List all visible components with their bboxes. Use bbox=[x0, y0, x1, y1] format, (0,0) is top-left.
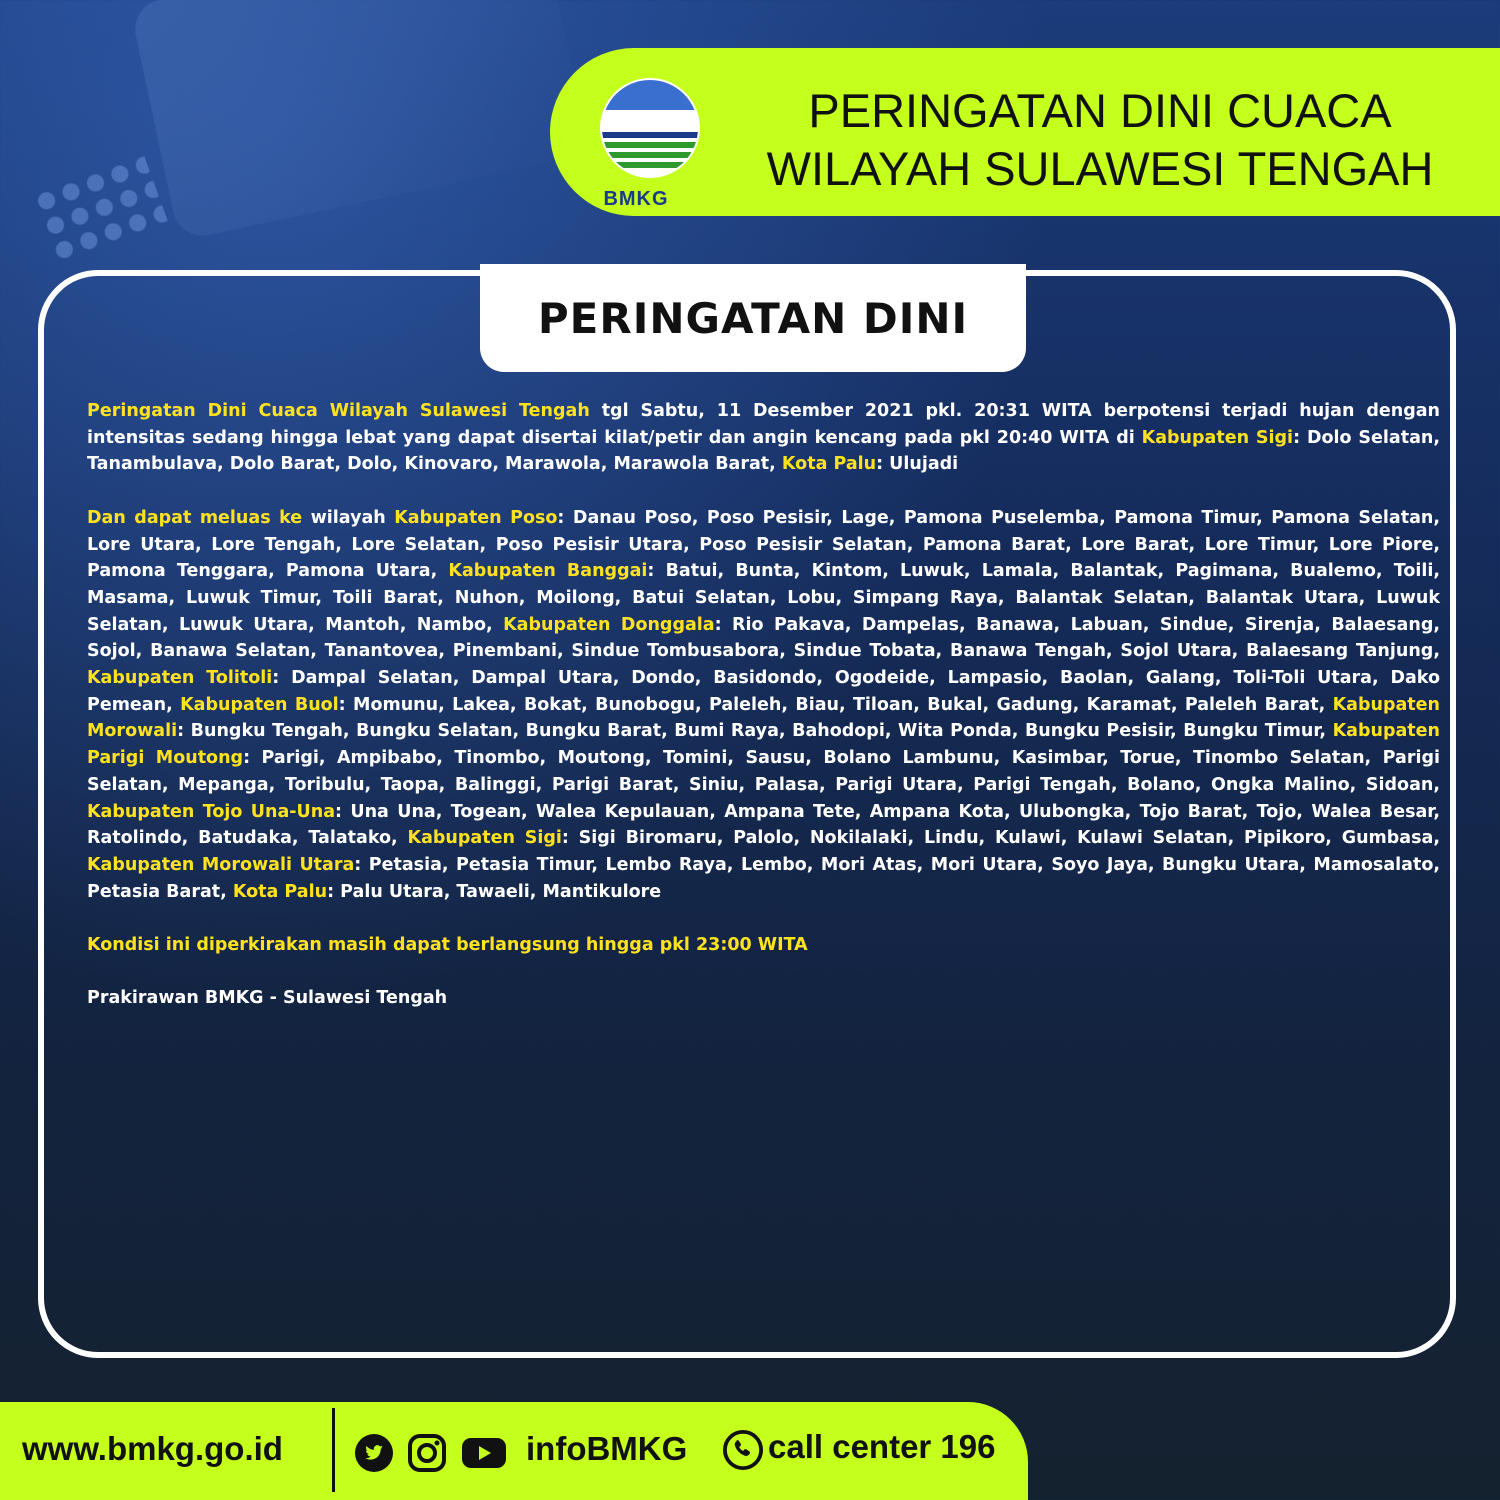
body-text: : Momunu, Lakea, Bokat, Bunobogu, Paleleh, Biau, Tiloan, Bukal, Gadung, Karamat, Paleleh Barat, bbox=[338, 694, 1333, 715]
body-text: : Dampal Selatan, Dampal Utara, Dondo, Basidondo, Ogodeide, Lampasio, Baolan, Galang, Toli-Toli Utara, Dako Pemean, bbox=[87, 668, 1440, 715]
body-text: : Petasia, Petasia Timur, Lembo Raya, Lembo, Mori Atas, Mori Utara, Soyo Jaya, Bungku Utara, Mamosalato, Petasia Barat, bbox=[87, 854, 1440, 902]
highlight-text: Kabupaten Banggai bbox=[448, 561, 648, 582]
highlight-text: Kota Palu bbox=[781, 454, 877, 475]
phone-icon bbox=[722, 1430, 764, 1470]
body-text: : Sigi Biromaru, Palolo, Nokilalaki, Lindu, Kulawi, Kulawi Selatan, Pipikoro, Gumbasa, bbox=[561, 828, 1440, 849]
forecaster-signature: Prakirawan BMKG - Sulawesi Tengah bbox=[87, 988, 448, 1009]
warning-paragraph-1 bbox=[87, 398, 1440, 478]
highlight-text: Kabupaten Tolitoli bbox=[87, 668, 273, 689]
footer-bar bbox=[0, 1402, 1028, 1500]
body-text: : Bungku Tengah, Bungku Selatan, Bungku Barat, Bumi Raya, Bahodopi, Wita Ponda, Bungku Pesisir, Bungku Timur, bbox=[177, 721, 1333, 742]
warning-content bbox=[87, 398, 1440, 1039]
body-text: : Ulujadi bbox=[876, 454, 959, 475]
body-text: : Una Una, Togean, Walea Kepulauan, Ampana Tete, Ampana Kota, Ulubongka, Tojo Barat, Tojo, Walea Besar, Ratolindo, Batudaka, Talatako, bbox=[87, 801, 1441, 849]
body-text: : Rio Pakava, Dampelas, Banawa, Labuan, Sindue, Sirenja, Balaesang, Sojol, Banawa Selatan, Tanantovea, Pinembani, Sindue Tombusabora, Sindue Tobata, Banawa Tengah, Sojol Utara, Balaesang Tanjung, bbox=[87, 614, 1440, 662]
header-banner bbox=[550, 48, 1500, 216]
highlight-text: Kabupaten Morowali Utara bbox=[87, 854, 355, 875]
social-handle[interactable]: infoBMKG bbox=[526, 1430, 688, 1467]
call-center-text[interactable]: call center 196 bbox=[768, 1428, 996, 1465]
highlight-text: Kabupaten Poso bbox=[394, 507, 558, 528]
highlight-text: Kabupaten Parigi Moutong bbox=[87, 721, 1440, 769]
highlight-text: Kabupaten Buol bbox=[180, 694, 339, 715]
body-text: : Palu Utara, Tawaeli, Mantikulore bbox=[327, 881, 662, 902]
body-text: : Dolo Selatan, Tanambulava, Dolo Barat, Dolo, Kinovaro, Marawola, Marawola Barat, bbox=[87, 427, 1440, 475]
highlight-text: Dan dapat meluas ke bbox=[87, 507, 303, 528]
footer-divider bbox=[332, 1408, 335, 1492]
panel-title: PERINGATAN DINI bbox=[537, 293, 969, 343]
body-text: : Parigi, Ampibabo, Tinombo, Moutong, Tomini, Sausu, Bolano Lambunu, Kasimbar, Torue, Tinombo Selatan, Parigi Selatan, Mepanga, Toribulu, Taopa, Balinggi, Parigi Barat, Siniu, Palasa, Parigi Utara, Parigi Tengah, Bolano, Ongka Malino, Sidoan, bbox=[87, 748, 1441, 795]
highlight-text: Kabupaten Sigi bbox=[1141, 427, 1294, 448]
instagram-icon[interactable] bbox=[407, 1433, 447, 1473]
background-dots-decoration bbox=[30, 152, 170, 268]
background-map-decoration bbox=[130, 0, 591, 241]
logo-text: BMKG bbox=[603, 188, 669, 210]
youtube-icon[interactable] bbox=[460, 1433, 508, 1473]
body-text: tgl Sabtu, 11 Desember 2021 pkl. 20:31 WITA berpotensi terjadi hujan dengan intensitas sedang hingga lebat yang dapat disertai kilat/petir dan angin kencang pada pkl 20:40 WITA di bbox=[87, 401, 1440, 448]
title-line-2: WILAYAH SULAWESI TENGAH bbox=[766, 142, 1434, 195]
twitter-icon[interactable] bbox=[354, 1433, 394, 1473]
highlight-text: Peringatan Dini Cuaca Wilayah Sulawesi Tengah bbox=[87, 401, 590, 421]
highlight-text: Kabupaten Donggala bbox=[503, 614, 715, 635]
page-title bbox=[710, 82, 1490, 198]
body-text: : Batui, Bunta, Kintom, Luwuk, Lamala, Balantak, Pagimana, Bualemo, Toili, Masama, Luwuk Timur, Toili Barat, Nuhon, Moilong, Batui Selatan, Lobu, Simpang Raya, Balantak Selatan, Balantak Utara, Luwuk Selatan, Luwuk Utara, Mantoh, Nambo, bbox=[87, 561, 1440, 635]
highlight-text: Kabupaten Morowali bbox=[87, 694, 1440, 742]
highlight-text: Kabupaten Tojo Una-Una bbox=[87, 801, 336, 822]
warning-duration: Kondisi ini diperkirakan masih dapat berlangsung hingga pkl 23:00 WITA bbox=[87, 935, 808, 956]
body-text: : Danau Poso, Poso Pesisir, Lage, Pamona Puselemba, Pamona Timur, Pamona Selatan, Lore Utara, Lore Tengah, Lore Selatan, Poso Pesisir Utara, Poso Pesisir Selatan, Pamona Barat, Lore Barat, Lore Timur, Lore Piore, Pamona Tenggara, Pamona Utara, bbox=[87, 507, 1440, 582]
warning-paragraph-2 bbox=[87, 505, 1440, 906]
website-link[interactable]: www.bmkg.go.id bbox=[22, 1430, 283, 1467]
highlight-text: Kota Palu bbox=[232, 881, 328, 902]
panel-title-tab bbox=[480, 264, 1026, 372]
bmkg-logo-emblem-icon bbox=[600, 78, 700, 178]
bmkg-logo bbox=[600, 78, 696, 210]
body-text: wilayah bbox=[302, 507, 395, 528]
title-line-1: PERINGATAN DINI CUACA bbox=[808, 84, 1392, 137]
highlight-text: Kabupaten Sigi bbox=[407, 828, 562, 849]
